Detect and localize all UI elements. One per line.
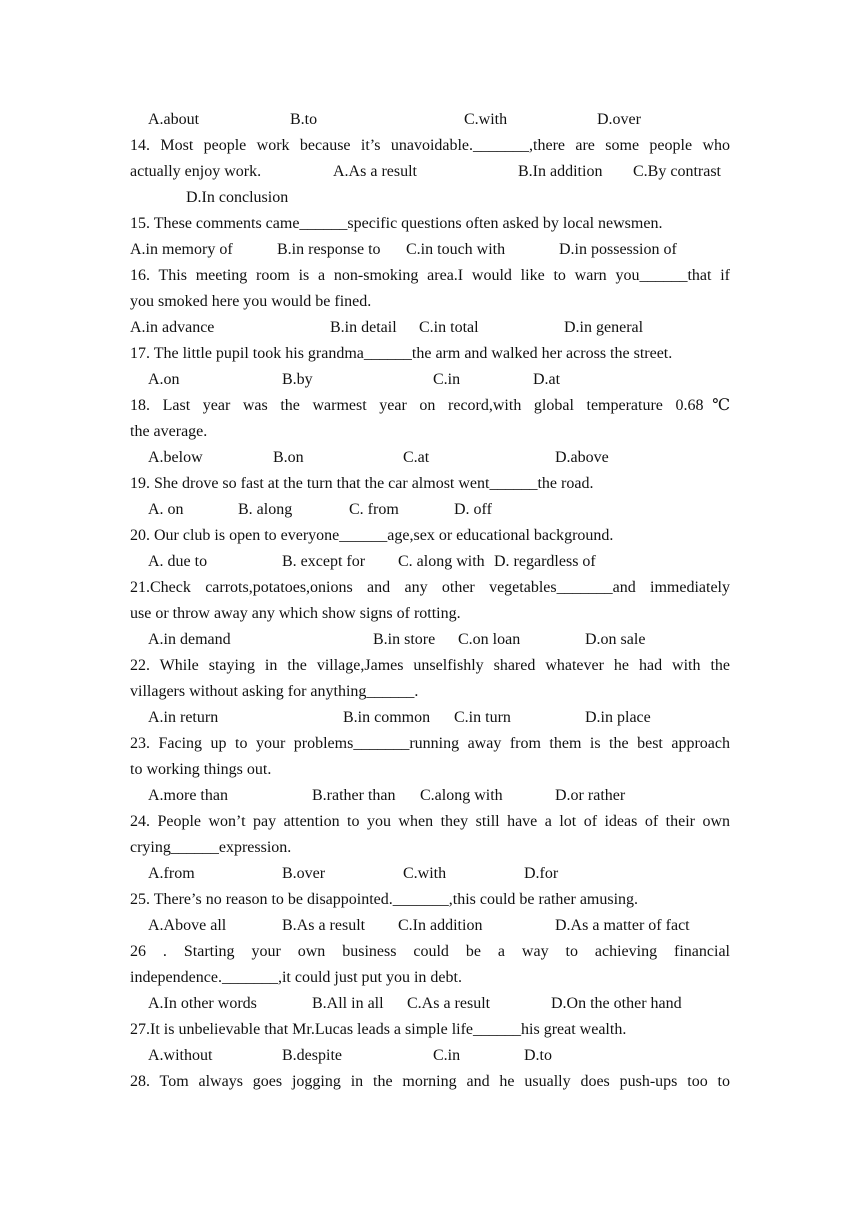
option-d: D.to	[524, 1047, 552, 1064]
option-c: C.in touch with	[406, 241, 506, 258]
option-c: C. along with	[398, 553, 485, 570]
option-d: D.over	[597, 111, 641, 128]
question-14-line-2: actually enjoy work.	[130, 163, 262, 180]
option-b: B.rather than	[312, 787, 396, 804]
option-a: A.in demand	[148, 631, 231, 648]
option-a: A.on	[148, 371, 180, 388]
option-d: D.at	[533, 371, 561, 388]
question-21-line-1: 21.Check carrots,potatoes,onions and any other vegetables_______and immediately	[130, 579, 730, 596]
option-b: B.over	[282, 865, 326, 882]
option-b: B.to	[290, 111, 318, 128]
option-a: A. due to	[148, 553, 208, 570]
option-d: D.above	[555, 449, 609, 466]
question-25: 25. There’s no reason to be disappointed._______,this could be rather amusing.	[130, 891, 639, 908]
option-d: D.or rather	[555, 787, 626, 804]
option-c: C.As a result	[407, 995, 491, 1012]
question-16-line-1: 16. This meeting room is a non-smoking area.I would like to warn you______that if	[130, 267, 730, 284]
option-d: D.in possession of	[559, 241, 677, 258]
question-18-line-2: the average.	[130, 423, 208, 440]
option-b: B.in store	[373, 631, 436, 648]
option-b: B. except for	[282, 553, 366, 570]
option-c: C.in total	[419, 319, 479, 336]
option-b: B.As a result	[282, 917, 366, 934]
option-b: B.despite	[282, 1047, 342, 1064]
option-a: A.about	[148, 111, 200, 128]
option-c: C.in	[433, 1047, 461, 1064]
option-d: D. off	[454, 501, 492, 518]
option-a: A.in advance	[130, 319, 215, 336]
question-22-line-1: 22. While staying in the village,James unselfishly shared whatever he had with the	[130, 657, 730, 674]
option-b: B.in common	[343, 709, 431, 726]
question-18-line-1: 18. Last year was the warmest year on record,with global temperature 0.68℃	[130, 397, 730, 414]
option-b: B.All in all	[312, 995, 384, 1012]
question-16-line-2: you smoked here you would be fined.	[130, 293, 372, 310]
question-20: 20. Our club is open to everyone______age,sex or educational background.	[130, 527, 614, 544]
option-c: C.at	[403, 449, 430, 466]
question-23-line-2: to working things out.	[130, 761, 272, 778]
question-28-line-1: 28. Tom always goes jogging in the morning and he usually does push-ups too to	[130, 1073, 730, 1090]
question-23-line-1: 23. Facing up to your problems_______running away from them is the best approach	[130, 735, 730, 752]
option-d: D.On the other hand	[551, 995, 682, 1012]
option-c: C.in turn	[454, 709, 511, 726]
question-22-line-2: villagers without asking for anything______.	[130, 683, 419, 700]
option-d: D. regardless of	[494, 553, 596, 570]
option-d: D.in place	[585, 709, 651, 726]
question-26-line-2: independence._______,it could just put you in debt.	[130, 969, 462, 986]
question-24-line-1: 24. People won’t pay attention to you when they still have a lot of ideas of their own	[130, 813, 730, 830]
option-c: C.in	[433, 371, 461, 388]
option-d: D.for	[524, 865, 559, 882]
option-a: A. on	[148, 501, 184, 518]
question-17: 17. The little pupil took his grandma______the arm and walked her across the street.	[130, 345, 673, 362]
option-b: B.by	[282, 371, 313, 388]
option-c: C.In addition	[398, 917, 483, 934]
question-19: 19. She drove so fast at the turn that the car almost went______the road.	[130, 475, 594, 492]
option-c: C.By contrast	[633, 163, 721, 180]
option-d: D.on sale	[585, 631, 646, 648]
option-a: A.below	[148, 449, 203, 466]
option-b: B.In addition	[518, 163, 603, 180]
question-26-line-1: 26 . Starting your own business could be a way to achieving financial	[130, 943, 730, 960]
option-c: C.with	[464, 111, 508, 128]
option-c: C. from	[349, 501, 399, 518]
question-14-line-1: 14. Most people work because it’s unavoidable._______,there are some people who	[130, 137, 730, 154]
option-a: A.In other words	[148, 995, 257, 1012]
option-b: B.in response to	[277, 241, 381, 258]
option-a: A.more than	[148, 787, 228, 804]
option-b: B. along	[238, 501, 293, 518]
question-24-line-2: crying______expression.	[130, 839, 292, 856]
question-21-line-2: use or throw away any which show signs of rotting.	[130, 605, 461, 622]
option-b: B.on	[273, 449, 304, 466]
option-a: A.in memory of	[130, 241, 233, 258]
question-27: 27.It is unbelievable that Mr.Lucas leads a simple life______his great wealth.	[130, 1021, 627, 1038]
option-a: A.Above all	[148, 917, 227, 934]
option-d: D.in general	[564, 319, 644, 336]
option-a: A.As a result	[333, 163, 417, 180]
option-d: D.In conclusion	[186, 189, 289, 206]
question-15: 15. These comments came______specific questions often asked by local newsmen.	[130, 215, 663, 232]
option-b: B.in detail	[330, 319, 397, 336]
option-a: A.in return	[148, 709, 219, 726]
option-c: C.with	[403, 865, 447, 882]
option-a: A.without	[148, 1047, 213, 1064]
option-a: A.from	[148, 865, 195, 882]
option-c: C.on loan	[458, 631, 521, 648]
option-d: D.As a matter of fact	[555, 917, 690, 934]
option-c: C.along with	[420, 787, 503, 804]
